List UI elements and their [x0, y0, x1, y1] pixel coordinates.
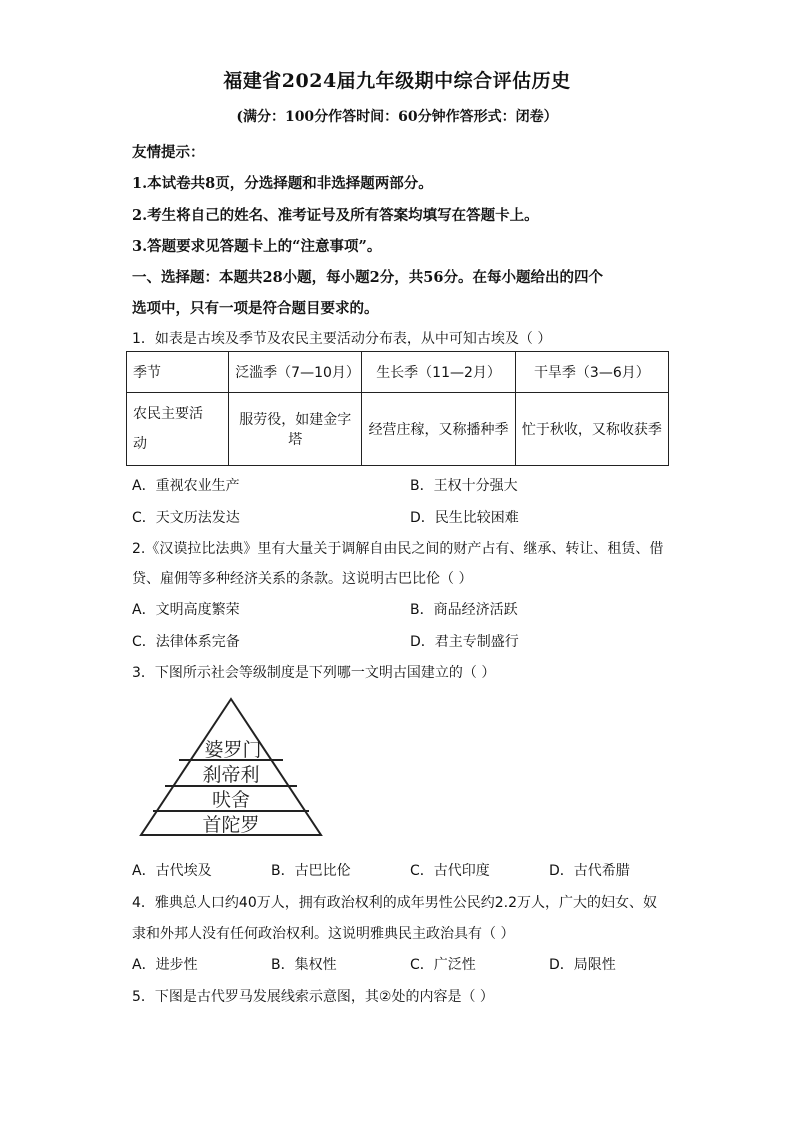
table-row: [127, 393, 669, 466]
season-activity-table: [126, 351, 669, 466]
table-row-label: [127, 393, 229, 466]
table-cell: 忙于秋收，又称收获季: [515, 393, 668, 466]
table-cell: 服劳役，如建金字塔: [229, 393, 362, 466]
table-header-cell: 干旱季（3—6月）: [515, 352, 668, 393]
tip-item: 3.答题要求见答题卡上的“注意事项”。: [132, 238, 382, 255]
table-header-cell: 泛滥季（7—10月）: [229, 352, 362, 393]
section-heading-cont: 选项中，只有一项是符合题目要求的。: [132, 300, 379, 317]
option-c[interactable]: C．广泛性: [410, 957, 476, 973]
pyramid-tier-label: 刹帝利: [202, 764, 260, 786]
caste-pyramid-diagram: [138, 696, 324, 838]
pyramid-tier-label: 吠舍: [211, 789, 251, 811]
question-3-stem: 3．下图所示社会等级制度是下列哪一文明古国建立的（ ）: [132, 665, 496, 681]
row-label-line: 农民主要活: [133, 406, 203, 422]
question-2-stem-cont: 贷、雇佣等多种经济关系的条款。这说明古巴比伦（ ）: [132, 571, 473, 587]
option-d[interactable]: D．民生比较困难: [410, 510, 519, 526]
option-c[interactable]: C．法律体系完备: [132, 634, 240, 650]
table-header-cell: 季节: [127, 352, 229, 393]
section-heading: 一、选择题：本题共28小题，每小题2分，共56分。在每小题给出的四个: [132, 269, 603, 286]
option-b[interactable]: B．王权十分强大: [410, 478, 518, 494]
question-4-stem: 4．雅典总人口约40万人，拥有政治权利的成年男性公民约2.2万人，广大的妇女、奴: [132, 895, 657, 911]
tip-item: 1.本试卷共8页，分选择题和非选择题两部分。: [132, 175, 433, 192]
table-cell: 经营庄稼，又称播种季: [362, 393, 515, 466]
option-c[interactable]: C．天文历法发达: [132, 510, 240, 526]
option-d[interactable]: D．古代希腊: [549, 863, 630, 879]
option-b[interactable]: B．商品经济活跃: [410, 602, 518, 618]
option-d[interactable]: D．君主专制盛行: [410, 634, 519, 650]
question-2-stem: 2.《汉谟拉比法典》里有大量关于调解自由民之间的财产占有、继承、转让、租赁、借: [132, 541, 664, 557]
option-a[interactable]: A．古代埃及: [132, 863, 212, 879]
option-a[interactable]: A．文明高度繁荣: [132, 602, 240, 618]
tip-item: 2.考生将自己的姓名、准考证号及所有答案均填写在答题卡上。: [132, 207, 539, 224]
row-label-line: 动: [133, 436, 147, 452]
option-a[interactable]: A．进步性: [132, 957, 198, 973]
question-4-stem-cont: 隶和外邦人没有任何政治权利。这说明雅典民主政治具有（ ）: [132, 926, 515, 942]
option-b[interactable]: B．集权性: [271, 957, 337, 973]
option-a[interactable]: A．重视农业生产: [132, 478, 240, 494]
table-row: [127, 352, 669, 393]
question-5-stem: 5．下图是古代罗马发展线索示意图，其②处的内容是（ ）: [132, 989, 494, 1005]
tips-heading: 友情提示：: [132, 144, 205, 161]
option-c[interactable]: C．古代印度: [410, 863, 490, 879]
pyramid-tier-label: 首陀罗: [202, 814, 260, 836]
pyramid-tier-label: 婆罗门: [204, 739, 262, 761]
page-title: 福建省2024届九年级期中综合评估历史: [223, 70, 571, 92]
question-1-stem: 1．如表是古埃及季节及农民主要活动分布表，从中可知古埃及（ ）: [132, 331, 552, 347]
option-b[interactable]: B．古巴比伦: [271, 863, 351, 879]
table-header-cell: 生长季（11—2月）: [362, 352, 515, 393]
page-subtitle: (满分：100分作答时间：60分钟作答形式：闭卷）: [236, 109, 558, 125]
option-d[interactable]: D．局限性: [549, 957, 616, 973]
